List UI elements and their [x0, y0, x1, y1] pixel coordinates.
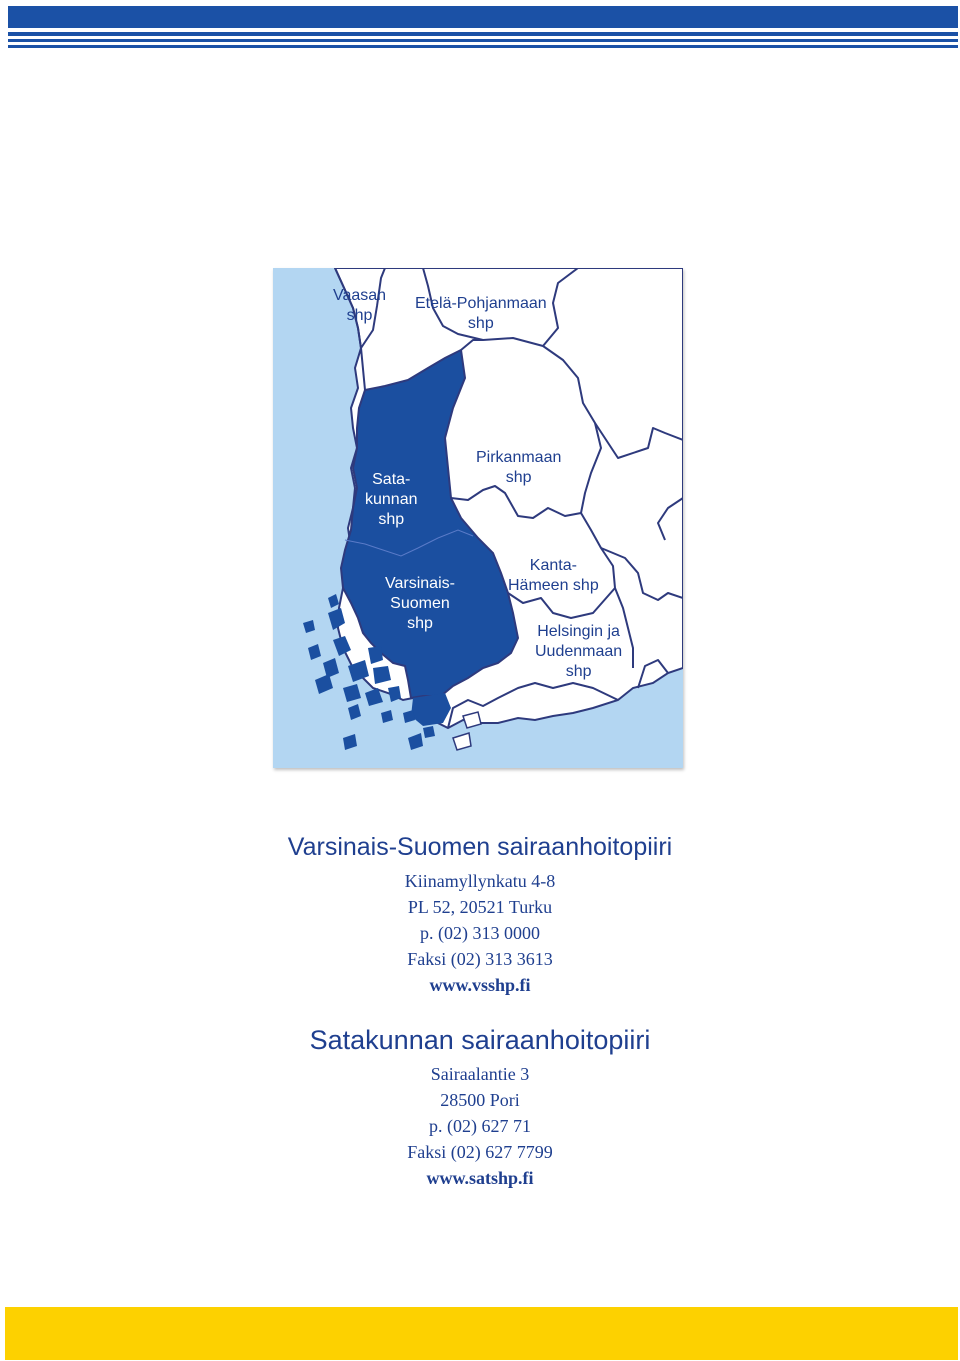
label-satakunnan-shp: Sata- kunnan shp	[365, 471, 418, 528]
vsshp-phone: p. (02) 313 0000	[420, 923, 540, 943]
vsshp-name: Varsinais-Suomen sairaanhoitopiiri	[287, 833, 673, 861]
label-varsinais-suomen-shp: Varsinais- Suomen shp	[385, 575, 455, 632]
header-bar-thin-3	[8, 45, 958, 48]
vsshp-website-link[interactable]: www.vsshp.fi	[429, 975, 531, 995]
vsshp-street: Kiinamyllynkatu 4-8	[404, 871, 556, 891]
satshp-phone: p. (02) 627 71	[429, 1116, 531, 1136]
hospital-district-map	[273, 268, 683, 768]
label-etela-pohjanmaan-shp: Etelä-Pohjanmaan shp	[415, 295, 547, 332]
satshp-street: Sairaalantie 3	[430, 1064, 530, 1084]
header-bar-thick	[8, 6, 958, 28]
vsshp-contact-block	[0, 832, 960, 998]
vsshp-fax: Faksi (02) 313 3613	[407, 949, 553, 969]
satshp-postal: 28500 Pori	[440, 1090, 520, 1110]
header-bar-thin-1	[8, 32, 958, 36]
header-bar-thin-2	[8, 39, 958, 42]
label-helsingin-ja-uudenmaan-shp: Helsingin ja Uudenmaan shp	[535, 623, 623, 680]
label-pirkanmaan-shp: Pirkanmaan shp	[476, 449, 562, 486]
map-graphic	[273, 268, 683, 768]
satshp-contact-block	[0, 1025, 960, 1191]
satshp-website-link[interactable]: www.satshp.fi	[426, 1168, 534, 1188]
vsshp-postal: PL 52, 20521 Turku	[407, 897, 553, 917]
satshp-name: Satakunnan sairaanhoitopiiri	[309, 1025, 651, 1055]
label-vaasan-shp: Vaasan shp	[333, 287, 387, 324]
footer-bar	[5, 1307, 958, 1360]
satshp-fax: Faksi (02) 627 7799	[407, 1142, 553, 1162]
label-kanta-hameen-shp: Kanta- Hämeen shp	[508, 557, 599, 594]
